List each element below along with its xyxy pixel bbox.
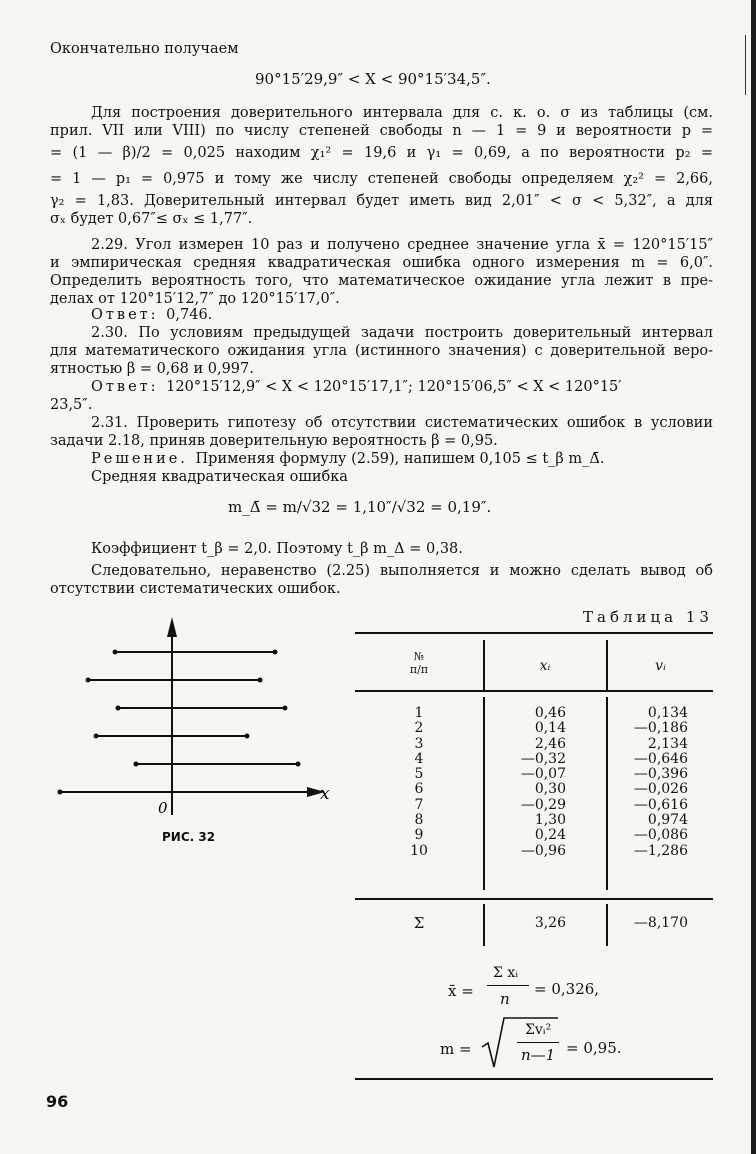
m-numerator: Σvᵢ² <box>525 1022 552 1038</box>
figure-point <box>296 762 301 767</box>
figure-point <box>245 734 250 739</box>
m-result: = 0,95. <box>566 1039 622 1057</box>
answer-2-30-cont: 23,5″. <box>50 397 93 413</box>
paragraph-line: = 1 — p₁ = 0,975 и тому же числу степеней свободы определяем χ₂² = 2,66, <box>50 171 713 187</box>
page-edge-shadow <box>751 0 756 1154</box>
table-cell-vi: —0,616 <box>633 796 688 813</box>
table-cell-xi: 0,14 <box>534 720 566 737</box>
figure-origin-label: 0 <box>158 799 168 817</box>
table-column-xi <box>500 706 566 859</box>
table-cell-xi: —0,29 <box>520 796 566 813</box>
interval-formula: 90°15′29,9″ < X < 90°15′34,5″. <box>255 70 491 88</box>
table-col-divider <box>483 697 485 890</box>
figure-x-label: x <box>320 784 330 804</box>
answer-2-29-value: 0,746. <box>166 307 213 323</box>
table-cell-index: 7 <box>414 796 424 813</box>
table-header-vi: vᵢ <box>655 658 666 674</box>
table-col-divider <box>483 904 485 946</box>
mean-lhs: x̄ = <box>448 982 474 1000</box>
problem-2-31-line: 2.31. Проверить гипотезу об отсутствии систематических ошибок в условии <box>91 415 713 431</box>
figure-point <box>94 734 99 739</box>
solution-line <box>91 450 605 468</box>
rms-formula: m_Δ̄ = m/√32 = 1,10″/√32 = 0,19″. <box>228 498 492 516</box>
table-cell-xi: 0,46 <box>534 705 566 721</box>
table-rule-bottom <box>355 1078 713 1080</box>
table-cell-index: 5 <box>414 766 424 783</box>
table-cell-index: 6 <box>414 781 424 798</box>
conclusion-line: Следовательно, неравенство (2.25) выполняется и можно сделать вывод об <box>91 563 713 579</box>
figure-point <box>273 650 278 655</box>
figure-point <box>258 678 263 683</box>
figure-axis-arrow <box>167 617 177 637</box>
coefficient-line: Коэффициент t_β = 2,0. Поэтому t_β m_Δ = 0,38. <box>91 541 463 557</box>
table-cell-vi: —0,646 <box>633 750 688 767</box>
solution-label: Решение. <box>91 451 196 467</box>
table-cell-vi: —0,026 <box>633 781 688 798</box>
table-cell-index: 10 <box>410 842 428 859</box>
table-column-vi <box>616 706 688 859</box>
intro-line: Окончательно получаем <box>50 41 239 57</box>
table-cell-xi: 0,24 <box>534 827 566 844</box>
table-cell-vi: —0,086 <box>633 827 688 844</box>
table-cell-vi: —0,396 <box>633 766 688 783</box>
table-cell-xi: 0,30 <box>534 781 566 798</box>
table-rule-body <box>355 898 713 900</box>
problem-2-29-line: делах от 120°15′12,7″ до 120°15′17,0″. <box>50 291 340 307</box>
table-cell-vi: —0,186 <box>633 720 688 737</box>
answer-2-30-value: 120°15′12,9″ < X < 120°15′17,1″; 120°15′06,5″ < X < 120°15′ <box>166 379 622 395</box>
paragraph-line: γ₂ = 1,83. Доверительный интервал будет иметь вид 2,01″ < σ < 5,32″, а для <box>50 193 713 209</box>
table-cell-vi: 0,134 <box>647 705 688 721</box>
table-cell-xi: 2,46 <box>534 735 566 752</box>
problem-2-29-line: 2.29. Угол измерен 10 раз и получено среднее значение угла x̄ = 120°15′15″ <box>91 237 713 253</box>
m-fraction-bar <box>517 1042 559 1043</box>
table-cell-index: 1 <box>414 705 424 721</box>
paragraph-line: Для построения доверительного интервала для с. к. о. σ из таблицы (см. <box>91 105 713 121</box>
table-rule-top <box>355 632 713 634</box>
answer-label: Ответ: <box>91 307 167 323</box>
table-cell-index: 2 <box>414 720 424 737</box>
table-sum-vi: —8,170 <box>633 915 688 931</box>
table-col-divider <box>606 697 608 890</box>
m-lhs: m = <box>440 1040 472 1058</box>
problem-2-30-line: 2.30. По условиям предыдущей задачи построить доверительный интервал <box>91 325 713 341</box>
figure-point <box>134 762 139 767</box>
problem-2-30-line: для математического ожидания угла (истинного значения) с доверительной веро- <box>50 343 713 359</box>
problem-2-31-line: задачи 2.18, приняв доверительную вероятность β = 0,95. <box>50 433 498 449</box>
table-sum-xi: 3,26 <box>534 915 566 931</box>
figure-point <box>116 706 121 711</box>
mean-fraction-bar <box>487 985 529 986</box>
paragraph-line: прил. VII или VIII) по числу степеней свободы n — 1 = 9 и вероятности p = <box>50 123 713 139</box>
table-cell-vi: —1,286 <box>633 842 688 859</box>
paragraph-line: = (1 — β)/2 = 0,025 находим χ₁² = 19,6 и γ₁ = 0,69, а по вероятности p₂ = <box>50 145 713 161</box>
problem-2-30-line: ятностью β = 0,68 и 0,997. <box>50 361 254 377</box>
table-header-xi: xᵢ <box>539 658 551 674</box>
paragraph-line: σₓ будет 0,67″≤ σₓ ≤ 1,77″. <box>50 211 253 227</box>
problem-2-29-line: и эмпирическая средняя квадратическая ошибка одного измерения m = 6,0″. <box>50 255 713 271</box>
mean-numerator: Σ xᵢ <box>493 965 519 981</box>
table-column-index <box>356 706 482 859</box>
answer-2-30 <box>91 378 622 396</box>
problem-2-29-line: Определить вероятность того, что математическое ожидание угла лежит в пре- <box>50 273 713 289</box>
mean-result: = 0,326, <box>534 980 600 998</box>
table-cell-vi: 0,974 <box>647 812 688 829</box>
table-cell-index: 3 <box>414 735 424 752</box>
figure-32 <box>55 615 345 820</box>
header-no-line2: п/п <box>409 663 429 676</box>
answer-2-29 <box>91 306 212 324</box>
table-title: Таблица 13 <box>583 608 713 626</box>
table-header-no <box>356 650 482 676</box>
conclusion-line: отсутствии систематических ошибок. <box>50 581 341 597</box>
table-cell-xi: —0,32 <box>520 750 566 767</box>
table-cell-vi: 2,134 <box>647 735 688 752</box>
figure-caption: РИС. 32 <box>162 830 216 844</box>
table-cell-xi: —0,96 <box>520 842 566 859</box>
table-col-divider <box>606 904 608 946</box>
table-cell-xi: 1,30 <box>534 812 566 829</box>
figure-point <box>283 706 288 711</box>
solution-text: Применяя формулу (2.59), напишем 0,105 ≤ t_β m_Δ̄. <box>195 451 605 467</box>
rms-heading: Средняя квадратическая ошибка <box>91 469 348 485</box>
header-no-line1: № <box>413 650 425 663</box>
figure-point <box>58 790 63 795</box>
answer-label: Ответ: <box>91 379 167 395</box>
page-edge-mark <box>745 35 746 95</box>
table-rule-header <box>355 690 713 692</box>
figure-point <box>113 650 118 655</box>
table-cell-index: 8 <box>414 812 424 829</box>
mean-denominator: n <box>500 990 510 1008</box>
table-cell-index: 4 <box>414 750 424 767</box>
table-sum-label: Σ <box>413 914 425 932</box>
table-cell-xi: —0,07 <box>520 766 566 783</box>
table-cell-index: 9 <box>414 827 424 844</box>
figure-point <box>86 678 91 683</box>
page-number: 96 <box>46 1092 69 1111</box>
m-denominator: n—1 <box>521 1046 556 1064</box>
